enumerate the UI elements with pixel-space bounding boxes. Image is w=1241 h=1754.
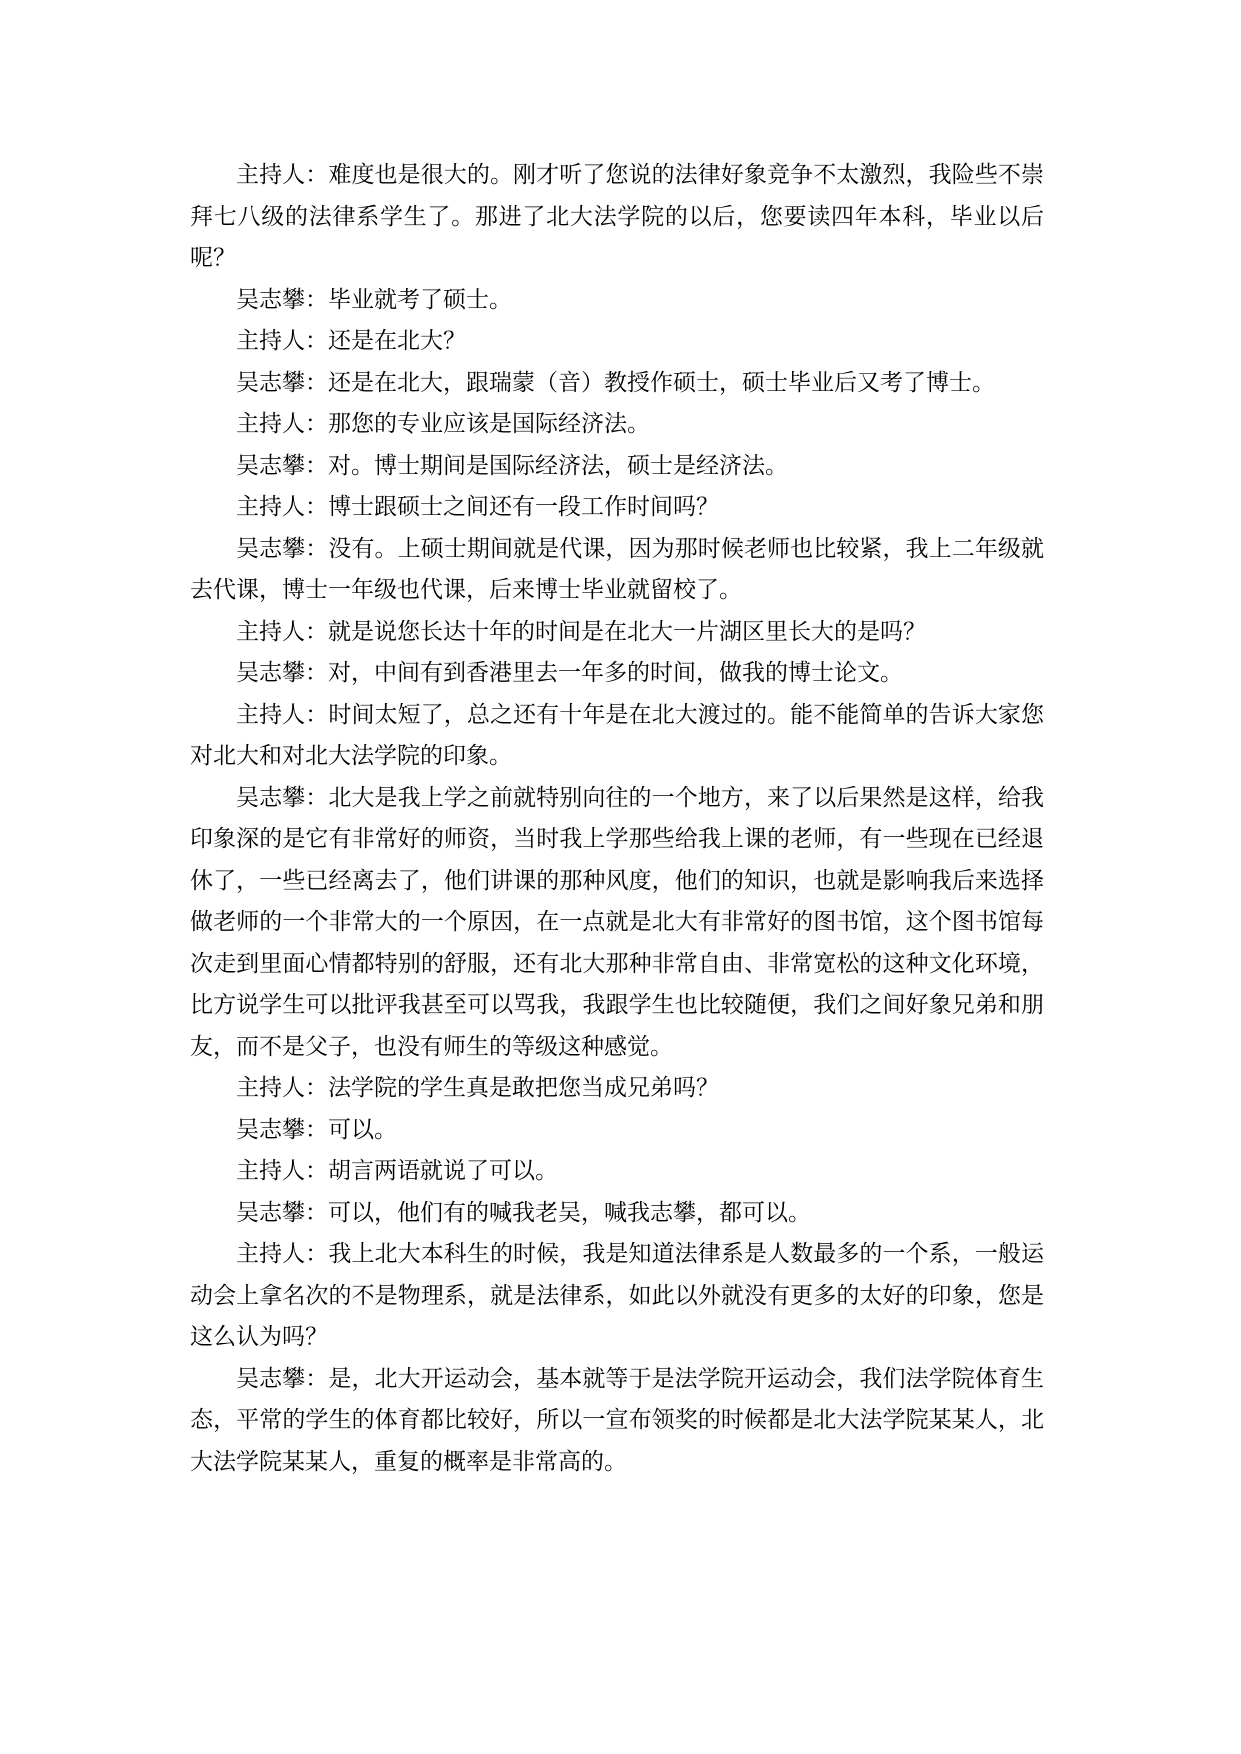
transcript-paragraph: 吴志攀：可以，他们有的喊我老吴，喊我志攀，都可以。 (236, 1199, 811, 1226)
transcript-paragraph: 主持人：我上北大本科生的时候，我是知道法律系是人数最多的一个系，一般运动会上拿名次的不是物理系，就是法律系，如此以外就没有更多的太好的印象，您是这么认为吗？ (190, 1241, 1044, 1350)
transcript-paragraph: 主持人：就是说您长达十年的时间是在北大一片湖区里长大的是吗？ (236, 618, 926, 645)
transcript-paragraph: 主持人：博士跟硕士之间还有一段工作时间吗？ (236, 494, 719, 520)
transcript-paragraph: 吴志攀：可以。 (236, 1116, 397, 1143)
transcript-paragraph: 主持人：法学院的学生真是敢把您当成兄弟吗？ (236, 1075, 719, 1101)
transcript-paragraph: 吴志攀：还是在北大，跟瑞蒙（音）教授作硕士，硕士毕业后又考了博士。 (236, 369, 995, 396)
transcript-paragraph: 主持人：时间太短了，总之还有十年是在北大渡过的。能不能简单的告诉大家您对北大和对北大法学院的印象。 (190, 701, 1044, 769)
transcript-paragraph: 吴志攀：北大是我上学之前就特别向往的一个地方，来了以后果然是这样，给我印象深的是它有非常好的师资，当时我上学那些给我上课的老师，有一些现在已经退休了，一些已经离去了，他们讲课的那种风度，他们的知识，也就是影响我后来选择做老师的一个非常大的一个原因，在一点就是北大有非常好的图书馆，这个图书馆每次走到里面心情都特别的舒服，还有北大那种非常自由、非常宽松的这种文化环境，比方说学生可以批评我甚至可以骂我，我跟学生也比较随便，我们之间好象兄弟和朋友，而不是父子，也没有师生的等级这种感觉。 (190, 784, 1044, 1060)
transcript-paragraph: 吴志攀：对。博士期间是国际经济法，硕士是经济法。 (236, 452, 788, 479)
transcript-paragraph: 主持人：胡言两语就说了可以。 (236, 1158, 558, 1184)
transcript-paragraph: 主持人：还是在北大？ (236, 328, 466, 354)
transcript-paragraph: 吴志攀：没有。上硕士期间就是代课，因为那时候老师也比较紧，我上二年级就去代课，博士一年级也代课，后来博士毕业就留校了。 (190, 535, 1044, 603)
transcript-paragraph: 主持人：难度也是很大的。刚才听了您说的法律好象竞争不太激烈，我险些不崇拜七八级的法律系学生了。那进了北大法学院的以后，您要读四年本科，毕业以后呢？ (190, 162, 1044, 271)
transcript-paragraph: 吴志攀：对，中间有到香港里去一年多的时间，做我的博士论文。 (236, 660, 903, 686)
transcript-paragraph: 吴志攀：毕业就考了硕士。 (236, 286, 512, 313)
transcript-paragraph: 主持人：那您的专业应该是国际经济法。 (236, 411, 650, 437)
transcript-paragraph: 吴志攀：是，北大开运动会，基本就等于是法学院开运动会，我们法学院体育生态，平常的学生的体育都比较好，所以一宣布领奖的时候都是北大法学院某某人，北大法学院某某人，重复的概率是非常高的。 (190, 1365, 1044, 1475)
interview-transcript (190, 155, 1044, 1483)
